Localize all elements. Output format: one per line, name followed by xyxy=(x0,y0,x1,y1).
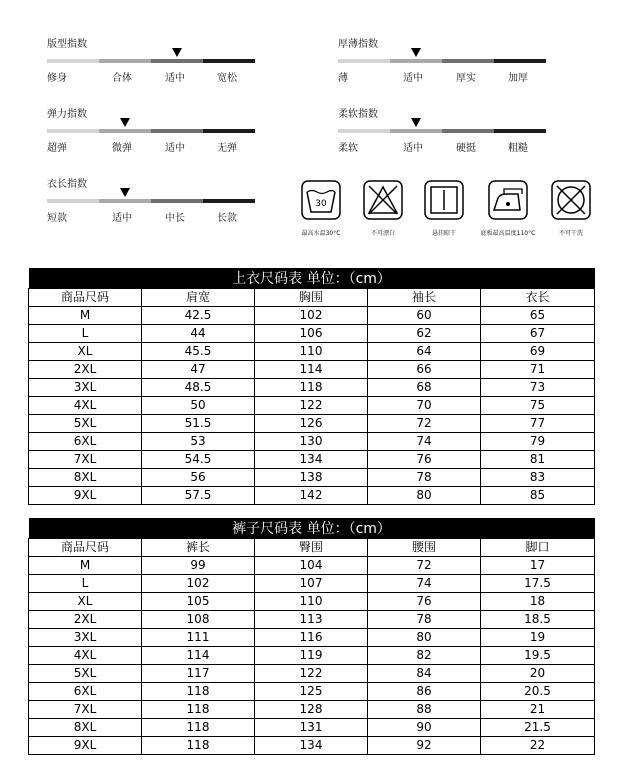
column-header: 肩宽 xyxy=(142,289,255,307)
table-cell: 130 xyxy=(255,433,368,451)
table-cell: 21.5 xyxy=(481,719,595,737)
index-label: 超弹 xyxy=(47,143,67,154)
table-cell: 125 xyxy=(255,683,368,701)
table-cell: 114 xyxy=(255,361,368,379)
table-cell: 44 xyxy=(142,325,255,343)
table-cell: 7XL xyxy=(29,451,142,469)
table-row xyxy=(29,737,595,755)
table-cell: 66 xyxy=(368,361,481,379)
column-header: 衣长 xyxy=(481,289,595,307)
table-cell: 54.5 xyxy=(142,451,255,469)
table-row xyxy=(29,719,595,737)
table-cell: 17 xyxy=(481,557,595,575)
index-bar-segment xyxy=(494,129,546,133)
table-cell: 7XL xyxy=(29,701,142,719)
table-cell: 102 xyxy=(142,575,255,593)
table-cell: 81 xyxy=(481,451,595,469)
table-cell: 116 xyxy=(255,629,368,647)
table-cell: 107 xyxy=(255,575,368,593)
table-row xyxy=(29,307,595,325)
care-caption: 不可漂白 xyxy=(370,230,395,237)
table-cell: 19.5 xyxy=(481,647,595,665)
table-cell: 110 xyxy=(255,343,368,361)
index-scale xyxy=(47,35,257,91)
no-bleach-care xyxy=(360,180,406,237)
table-cell: 118 xyxy=(142,683,255,701)
table-cell: XL xyxy=(29,593,142,611)
table-cell: 17.5 xyxy=(481,575,595,593)
index-bar-segment xyxy=(203,59,255,63)
index-label: 厚实 xyxy=(456,73,476,84)
table-title: 裤子尺码表 单位：（cm） xyxy=(29,518,595,539)
table-row xyxy=(29,647,595,665)
index-label: 柔软 xyxy=(338,143,358,154)
index-bar-segment xyxy=(47,199,99,203)
index-bar-segment xyxy=(99,129,151,133)
table-cell: 65 xyxy=(481,307,595,325)
index-marker-icon xyxy=(172,48,182,57)
table-cell: 57.5 xyxy=(142,487,255,505)
column-header: 袖长 xyxy=(368,289,481,307)
iron-icon xyxy=(488,180,528,220)
index-bar-segment xyxy=(390,129,442,133)
index-bar-segment xyxy=(338,59,390,63)
table-cell: 118 xyxy=(142,719,255,737)
table-cell: 76 xyxy=(368,451,481,469)
index-label: 短款 xyxy=(47,213,67,224)
index-label: 粗糙 xyxy=(508,143,528,154)
table-cell: 88 xyxy=(368,701,481,719)
table-cell: 80 xyxy=(368,629,481,647)
table-row xyxy=(29,593,595,611)
table-cell: 22 xyxy=(481,737,595,755)
table-cell: 82 xyxy=(368,647,481,665)
table-row xyxy=(29,469,595,487)
table-cell: 9XL xyxy=(29,487,142,505)
table-row xyxy=(29,451,595,469)
index-label: 适中 xyxy=(403,143,423,154)
table-row xyxy=(29,415,595,433)
index-label: 微弹 xyxy=(112,143,132,154)
index-bar-segment xyxy=(47,59,99,63)
table-cell: 45.5 xyxy=(142,343,255,361)
table-cell: 102 xyxy=(255,307,368,325)
care-caption: 底板最高温度110°C xyxy=(480,230,536,237)
column-header: 商品尺码 xyxy=(29,289,142,307)
index-bar-segment xyxy=(442,59,494,63)
index-scale xyxy=(47,105,257,161)
index-bar-segment xyxy=(99,59,151,63)
iron-care xyxy=(480,180,536,237)
table-cell: 4XL xyxy=(29,647,142,665)
table-cell: 117 xyxy=(142,665,255,683)
table-cell: 110 xyxy=(255,593,368,611)
table-cell: 6XL xyxy=(29,433,142,451)
table-cell: XL xyxy=(29,343,142,361)
table-cell: 90 xyxy=(368,719,481,737)
index-bar-segment xyxy=(151,59,203,63)
table-row xyxy=(29,361,595,379)
table-cell: 85 xyxy=(481,487,595,505)
table-header-row xyxy=(29,539,595,557)
column-header: 裤长 xyxy=(142,539,255,557)
table-cell: 104 xyxy=(255,557,368,575)
table-cell: 105 xyxy=(142,593,255,611)
index-bar-segment xyxy=(390,59,442,63)
index-label: 合体 xyxy=(112,73,132,84)
table-cell: L xyxy=(29,325,142,343)
table-cell: 108 xyxy=(142,611,255,629)
table-cell: 8XL xyxy=(29,469,142,487)
index-bar xyxy=(338,129,546,133)
index-label: 适中 xyxy=(165,143,185,154)
index-label: 薄 xyxy=(338,73,348,84)
index-bar-segment xyxy=(494,59,546,63)
table-row xyxy=(29,379,595,397)
table-cell: 122 xyxy=(255,397,368,415)
table-row xyxy=(29,611,595,629)
table-cell: 67 xyxy=(481,325,595,343)
table-title: 上衣尺码表 单位：（cm） xyxy=(29,268,595,289)
index-label: 加厚 xyxy=(508,73,528,84)
table-cell: 6XL xyxy=(29,683,142,701)
table-cell: 18 xyxy=(481,593,595,611)
table-cell: 86 xyxy=(368,683,481,701)
no-tumble-dry-icon xyxy=(551,180,591,220)
table-cell: 122 xyxy=(255,665,368,683)
table-cell: 118 xyxy=(142,737,255,755)
index-marker-icon xyxy=(120,188,130,197)
table-cell: 131 xyxy=(255,719,368,737)
table-cell: 80 xyxy=(368,487,481,505)
table-cell: 3XL xyxy=(29,379,142,397)
table-cell: 3XL xyxy=(29,629,142,647)
table-cell: 114 xyxy=(142,647,255,665)
table-cell: 50 xyxy=(142,397,255,415)
wash-30-icon xyxy=(301,180,341,220)
table-cell: 92 xyxy=(368,737,481,755)
table-cell: 2XL xyxy=(29,611,142,629)
wash-30-care xyxy=(298,180,344,237)
table-cell: 2XL xyxy=(29,361,142,379)
no-bleach-icon xyxy=(363,180,403,220)
index-bar-segment xyxy=(203,129,255,133)
top-size-table xyxy=(28,268,595,505)
no-tumble-dry-care xyxy=(548,180,594,237)
table-cell: 76 xyxy=(368,593,481,611)
index-title: 衣长指数 xyxy=(47,179,87,190)
index-bar xyxy=(47,59,255,63)
care-caption: 不可干洗 xyxy=(558,230,583,237)
index-marker-icon xyxy=(120,118,130,127)
index-label: 无弹 xyxy=(217,143,237,154)
table-cell: 18.5 xyxy=(481,611,595,629)
table-cell: 5XL xyxy=(29,665,142,683)
table-row xyxy=(29,629,595,647)
table-cell: 71 xyxy=(481,361,595,379)
table-cell: 70 xyxy=(368,397,481,415)
index-bar-segment xyxy=(442,129,494,133)
table-cell: 128 xyxy=(255,701,368,719)
table-cell: 126 xyxy=(255,415,368,433)
table-cell: 56 xyxy=(142,469,255,487)
index-label: 长款 xyxy=(217,213,237,224)
index-scale xyxy=(338,105,548,161)
table-row xyxy=(29,397,595,415)
table-cell: 62 xyxy=(368,325,481,343)
table-cell: 64 xyxy=(368,343,481,361)
index-marker-icon xyxy=(411,118,421,127)
table-cell: 134 xyxy=(255,737,368,755)
table-cell: 77 xyxy=(481,415,595,433)
table-cell: 9XL xyxy=(29,737,142,755)
table-cell: 47 xyxy=(142,361,255,379)
index-marker-icon xyxy=(411,48,421,57)
hang-dry-care xyxy=(421,180,467,237)
care-caption: 悬挂晾干 xyxy=(431,230,456,237)
column-header: 腰围 xyxy=(368,539,481,557)
index-label: 适中 xyxy=(112,213,132,224)
index-bar-segment xyxy=(203,199,255,203)
index-title: 弹力指数 xyxy=(47,109,87,120)
table-cell: 21 xyxy=(481,701,595,719)
table-cell: 99 xyxy=(142,557,255,575)
table-row xyxy=(29,343,595,361)
index-bar-segment xyxy=(99,199,151,203)
table-row xyxy=(29,701,595,719)
index-label: 宽松 xyxy=(217,73,237,84)
index-bar-segment xyxy=(338,129,390,133)
table-cell: 118 xyxy=(255,379,368,397)
table-row xyxy=(29,433,595,451)
table-cell: L xyxy=(29,575,142,593)
index-bar xyxy=(338,59,546,63)
hang-dry-icon xyxy=(424,180,464,220)
table-cell: 75 xyxy=(481,397,595,415)
index-label: 硬挺 xyxy=(456,143,476,154)
table-cell: 74 xyxy=(368,575,481,593)
table-cell: 72 xyxy=(368,415,481,433)
table-cell: M xyxy=(29,307,142,325)
table-cell: 84 xyxy=(368,665,481,683)
index-bar xyxy=(47,129,255,133)
table-cell: 53 xyxy=(142,433,255,451)
table-cell: M xyxy=(29,557,142,575)
table-cell: 106 xyxy=(255,325,368,343)
table-cell: 79 xyxy=(481,433,595,451)
column-header: 胸围 xyxy=(255,289,368,307)
table-cell: 60 xyxy=(368,307,481,325)
index-label: 适中 xyxy=(403,73,423,84)
table-cell: 68 xyxy=(368,379,481,397)
index-bar-segment xyxy=(151,199,203,203)
table-cell: 134 xyxy=(255,451,368,469)
table-cell: 19 xyxy=(481,629,595,647)
table-cell: 138 xyxy=(255,469,368,487)
index-label: 修身 xyxy=(47,73,67,84)
table-row xyxy=(29,683,595,701)
index-scale xyxy=(338,35,548,91)
index-bar-segment xyxy=(151,129,203,133)
table-cell: 69 xyxy=(481,343,595,361)
index-title: 柔软指数 xyxy=(338,109,378,120)
index-title: 厚薄指数 xyxy=(338,39,378,50)
table-cell: 51.5 xyxy=(142,415,255,433)
svg-text:30: 30 xyxy=(315,199,327,209)
column-header: 脚口 xyxy=(481,539,595,557)
column-header: 臀围 xyxy=(255,539,368,557)
index-bar-segment xyxy=(47,129,99,133)
table-cell: 142 xyxy=(255,487,368,505)
table-row xyxy=(29,575,595,593)
care-caption: 最高水温30°C xyxy=(301,230,341,237)
table-cell: 113 xyxy=(255,611,368,629)
table-cell: 5XL xyxy=(29,415,142,433)
table-row xyxy=(29,325,595,343)
pants-size-table xyxy=(28,518,595,755)
table-cell: 118 xyxy=(142,701,255,719)
table-cell: 4XL xyxy=(29,397,142,415)
column-header: 商品尺码 xyxy=(29,539,142,557)
table-cell: 73 xyxy=(481,379,595,397)
index-scale xyxy=(47,175,257,231)
index-label: 中长 xyxy=(165,213,185,224)
index-label: 适中 xyxy=(165,73,185,84)
table-cell: 74 xyxy=(368,433,481,451)
table-header-row xyxy=(29,289,595,307)
table-row xyxy=(29,487,595,505)
table-cell: 8XL xyxy=(29,719,142,737)
table-cell: 20.5 xyxy=(481,683,595,701)
table-cell: 119 xyxy=(255,647,368,665)
table-cell: 72 xyxy=(368,557,481,575)
table-row xyxy=(29,557,595,575)
table-cell: 48.5 xyxy=(142,379,255,397)
index-bar xyxy=(47,199,255,203)
table-cell: 83 xyxy=(481,469,595,487)
table-cell: 111 xyxy=(142,629,255,647)
index-title: 版型指数 xyxy=(47,39,87,50)
table-cell: 78 xyxy=(368,611,481,629)
table-cell: 42.5 xyxy=(142,307,255,325)
table-row xyxy=(29,665,595,683)
table-cell: 78 xyxy=(368,469,481,487)
table-cell: 20 xyxy=(481,665,595,683)
